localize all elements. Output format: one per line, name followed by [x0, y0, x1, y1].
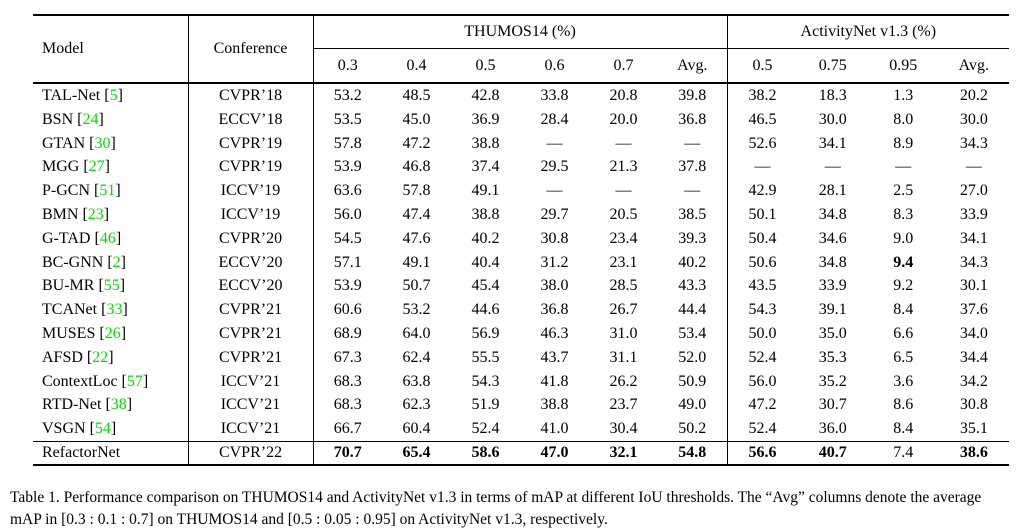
metric-cell: 30.0 [959, 110, 988, 128]
metric-cell: 33.9 [959, 206, 988, 224]
metric-cell: 62.3 [402, 396, 431, 414]
model-cell: P-GCN [51] [33, 179, 188, 203]
metric-cell: 53.4 [658, 322, 727, 346]
metric-cell: — [658, 179, 727, 203]
citation-link[interactable]: 22 [92, 348, 109, 366]
table-row [33, 393, 1009, 417]
metric-cell: 47.0 [520, 441, 589, 465]
metric-cell: 65.4 [382, 441, 451, 465]
metric-cell: 30.8 [959, 396, 988, 414]
metric-cell: 52.4 [748, 348, 777, 366]
table-row [33, 370, 1009, 394]
citation-link[interactable]: 27 [88, 158, 105, 176]
metric-cell: 68.9 [333, 325, 362, 343]
metric-cell: 54.3 [471, 372, 500, 390]
metric-cell: 30.0 [818, 110, 847, 128]
metric-cell: 60.6 [333, 301, 362, 319]
metric-cell: 51.9 [471, 396, 500, 414]
metric-cell: 57.8 [333, 134, 362, 152]
table-header [33, 15, 1009, 83]
metric-cell: 46.5 [748, 110, 777, 128]
model-cell: BU-MR [55] [33, 274, 188, 298]
metric-cell: — [895, 158, 912, 176]
conference-cell: CVPR’21 [188, 346, 313, 370]
metric-cell: 30.8 [540, 229, 569, 247]
metric-cell: 68.3 [333, 372, 362, 390]
metric-cell: 44.4 [658, 298, 727, 322]
conference-cell: CVPR’19 [188, 155, 313, 179]
metric-cell: 45.0 [402, 110, 431, 128]
metric-cell: 47.6 [402, 229, 431, 247]
metric-cell: 2.5 [893, 182, 914, 200]
column-header-iou: 0.5 [451, 49, 520, 84]
conference-cell: ECCV’20 [188, 274, 313, 298]
metric-cell: 34.8 [818, 206, 847, 224]
citation-link[interactable]: 55 [103, 277, 120, 295]
conference-cell: CVPR’21 [188, 322, 313, 346]
table-row [33, 251, 1009, 275]
metric-cell: 48.5 [402, 87, 431, 105]
metric-cell: 41.8 [540, 372, 569, 390]
metric-cell: 31.2 [540, 253, 569, 271]
metric-cell: 58.6 [451, 441, 520, 465]
model-cell: TAL-Net [5] [33, 83, 188, 108]
group-header-thumos14: THUMOS14 (%) [313, 15, 727, 49]
metric-cell: 52.4 [471, 420, 500, 438]
metric-cell: 50.0 [748, 325, 777, 343]
model-cell: BSN [24] [33, 108, 188, 132]
metric-cell: — [615, 182, 632, 200]
table-row [33, 108, 1009, 132]
citation-link[interactable]: 2 [112, 253, 121, 271]
metric-cell: 38.2 [748, 87, 777, 105]
metric-cell: 34.3 [959, 134, 988, 152]
metric-cell: 37.6 [959, 301, 988, 319]
metric-cell: 38.8 [471, 206, 500, 224]
metric-cell: 30.4 [609, 420, 638, 438]
model-cell: RefactorNet [33, 441, 188, 465]
metric-cell: 55.5 [471, 348, 500, 366]
metric-cell: 54.5 [333, 229, 362, 247]
metric-cell: 26.2 [609, 372, 638, 390]
metric-cell: 27.0 [959, 182, 988, 200]
metric-cell: 67.3 [333, 348, 362, 366]
model-cell: BMN [23] [33, 203, 188, 227]
metric-cell: 34.1 [818, 134, 847, 152]
metric-cell: 38.5 [658, 203, 727, 227]
conference-cell: ICCV’19 [188, 203, 313, 227]
table-caption: Table 1. Performance comparison on THUMOS14 and ActivityNet v1.3 in terms of mAP at different IoU thresholds. The “Avg” columns denote the average mAP in [0.3 : 0.1 : 0.7] on THUMOS14 and [0.5 : 0.05 : 0.95] on ActivityNet v1.3, respectively. [10, 489, 982, 528]
table-row [33, 441, 1009, 465]
metric-cell: 70.7 [313, 441, 382, 465]
column-header-avg: Avg. [939, 49, 1010, 84]
conference-cell: CVPR’22 [188, 441, 313, 465]
metric-cell: 29.5 [540, 158, 569, 176]
metric-cell: 54.8 [658, 441, 727, 465]
metric-cell: 60.4 [402, 420, 431, 438]
metric-cell: 23.7 [609, 396, 638, 414]
metric-cell: 34.4 [959, 348, 988, 366]
metric-cell: 50.1 [748, 206, 777, 224]
metric-cell: 38.6 [939, 441, 1010, 465]
metric-cell: 57.8 [402, 182, 431, 200]
model-cell: RTD-Net [38] [33, 393, 188, 417]
metric-cell: 9.2 [893, 277, 914, 295]
metric-cell: 35.2 [818, 372, 847, 390]
metric-cell: 52.6 [748, 134, 777, 152]
metric-cell: 30.7 [818, 396, 847, 414]
metric-cell: 41.0 [540, 420, 569, 438]
metric-cell: 40.2 [658, 251, 727, 275]
column-header-iou: 0.5 [727, 49, 798, 84]
metric-cell: 28.4 [540, 110, 569, 128]
metric-cell: 37.8 [658, 155, 727, 179]
metric-cell: 40.4 [471, 253, 500, 271]
metric-cell: 68.3 [333, 396, 362, 414]
metric-cell: 50.9 [658, 370, 727, 394]
metric-cell: 50.2 [658, 417, 727, 441]
citation-link[interactable]: 24 [82, 110, 99, 128]
citation-link[interactable]: 30 [94, 134, 111, 152]
model-cell: MUSES [26] [33, 322, 188, 346]
metric-cell: 34.3 [959, 253, 988, 271]
metric-cell: 66.7 [333, 420, 362, 438]
table-row [33, 179, 1009, 203]
metric-cell: 1.3 [893, 87, 914, 105]
metric-cell: 35.1 [959, 420, 988, 438]
metric-cell: 8.4 [893, 420, 914, 438]
citation-link[interactable]: 5 [109, 87, 118, 105]
column-header-avg: Avg. [658, 49, 727, 84]
citation-link[interactable]: 57 [126, 372, 143, 390]
metric-cell: 28.1 [818, 182, 847, 200]
metric-cell: 40.7 [798, 441, 869, 465]
conference-cell: CVPR’21 [188, 298, 313, 322]
metric-cell: 32.1 [589, 441, 658, 465]
metric-cell: 50.4 [748, 229, 777, 247]
metric-cell: — [658, 132, 727, 156]
metric-cell: 43.3 [658, 274, 727, 298]
metric-cell: 23.4 [609, 229, 638, 247]
metric-cell: 37.4 [471, 158, 500, 176]
metric-cell: 40.2 [471, 229, 500, 247]
metric-cell: 49.1 [402, 253, 431, 271]
table-row [33, 203, 1009, 227]
metric-cell: 56.0 [748, 372, 777, 390]
column-header-conference: Conference [188, 15, 313, 83]
metric-cell: 47.2 [748, 396, 777, 414]
metric-cell: — [824, 158, 841, 176]
metric-cell: 53.9 [333, 277, 362, 295]
metric-cell: 34.6 [818, 229, 847, 247]
conference-cell: CVPR’20 [188, 227, 313, 251]
metric-cell: 42.8 [471, 87, 500, 105]
metric-cell: 56.0 [333, 206, 362, 224]
column-header-iou: 0.75 [798, 49, 869, 84]
metric-cell: 38.8 [471, 134, 500, 152]
metric-cell: 53.9 [333, 158, 362, 176]
metric-cell: 49.1 [471, 182, 500, 200]
metric-cell: 34.1 [959, 229, 988, 247]
model-cell: MGG [27] [33, 155, 188, 179]
metric-cell: 7.4 [868, 441, 939, 465]
model-cell: TCANet [33] [33, 298, 188, 322]
metric-cell: 46.3 [540, 325, 569, 343]
metric-cell: 50.7 [402, 277, 431, 295]
metric-cell: 8.6 [893, 396, 914, 414]
metric-cell: 63.6 [333, 182, 362, 200]
metric-cell: 9.0 [893, 229, 914, 247]
metric-cell: 39.3 [658, 227, 727, 251]
metric-cell: 36.9 [471, 110, 500, 128]
metric-cell: 31.0 [609, 325, 638, 343]
metric-cell: 21.3 [609, 158, 638, 176]
metric-cell: 39.8 [658, 83, 727, 108]
metric-cell: 53.5 [333, 110, 362, 128]
metric-cell: 57.1 [333, 253, 362, 271]
table-row [33, 83, 1009, 108]
metric-cell: 3.6 [893, 372, 914, 390]
metric-cell: 20.8 [609, 87, 638, 105]
metric-cell: 34.2 [959, 372, 988, 390]
citation-link[interactable]: 51 [99, 182, 116, 200]
table-row [33, 155, 1009, 179]
metric-cell: 62.4 [402, 348, 431, 366]
citation-link[interactable]: 26 [104, 325, 121, 343]
metric-cell: 26.7 [609, 301, 638, 319]
column-header-iou: 0.7 [589, 49, 658, 84]
metric-cell: — [615, 134, 632, 152]
citation-link[interactable]: 33 [106, 301, 123, 319]
metric-cell: 50.6 [748, 253, 777, 271]
conference-cell: ICCV’19 [188, 179, 313, 203]
column-header-iou: 0.95 [868, 49, 939, 84]
metric-cell: 28.5 [609, 277, 638, 295]
conference-cell: ICCV’21 [188, 417, 313, 441]
conference-cell: ECCV’20 [188, 251, 313, 275]
metric-cell: 33.8 [540, 87, 569, 105]
column-header-iou: 0.6 [520, 49, 589, 84]
metric-cell: 53.2 [333, 87, 362, 105]
metric-cell: 36.8 [540, 301, 569, 319]
table-row [33, 132, 1009, 156]
citation-link[interactable]: 38 [110, 396, 127, 414]
table-row [33, 274, 1009, 298]
citation-link[interactable]: 46 [99, 229, 116, 247]
model-cell: GTAN [30] [33, 132, 188, 156]
metric-cell: 53.2 [402, 301, 431, 319]
metric-cell: 38.0 [540, 277, 569, 295]
metric-cell: 47.4 [402, 206, 431, 224]
table-row [33, 298, 1009, 322]
metric-cell: 18.3 [818, 87, 847, 105]
citation-link[interactable]: 23 [87, 206, 104, 224]
model-cell: BC-GNN [2] [33, 251, 188, 275]
metric-cell: 23.1 [609, 253, 638, 271]
column-header-iou: 0.4 [382, 49, 451, 84]
table-row [33, 227, 1009, 251]
table-row [33, 322, 1009, 346]
metric-cell: 64.0 [402, 325, 431, 343]
table-body [33, 83, 1009, 465]
model-cell: ContextLoc [57] [33, 370, 188, 394]
metric-cell: 38.8 [540, 396, 569, 414]
table-row [33, 417, 1009, 441]
metric-cell: 63.8 [402, 372, 431, 390]
metric-cell: 31.1 [609, 348, 638, 366]
conference-cell: ICCV’21 [188, 370, 313, 394]
metric-cell: 34.8 [818, 253, 847, 271]
results-table [33, 14, 1009, 466]
metric-cell: — [546, 182, 563, 200]
column-header-iou: 0.3 [313, 49, 382, 84]
metric-cell: 43.5 [748, 277, 777, 295]
metric-cell: 36.0 [818, 420, 847, 438]
metric-cell: 29.7 [540, 206, 569, 224]
model-cell: VSGN [54] [33, 417, 188, 441]
table-row [33, 346, 1009, 370]
metric-cell: 20.0 [609, 110, 638, 128]
metric-cell: 33.9 [818, 277, 847, 295]
metric-cell: 56.6 [727, 441, 798, 465]
metric-cell: 52.4 [748, 420, 777, 438]
metric-cell: 8.0 [893, 110, 914, 128]
metric-cell: 20.5 [609, 206, 638, 224]
metric-cell: 42.9 [748, 182, 777, 200]
metric-cell: 8.3 [893, 206, 914, 224]
metric-cell: 6.6 [893, 325, 914, 343]
model-cell: G-TAD [46] [33, 227, 188, 251]
metric-cell: 36.8 [658, 108, 727, 132]
metric-cell: 54.3 [748, 301, 777, 319]
group-header-activitynet: ActivityNet v1.3 (%) [727, 15, 1009, 49]
metric-cell: 20.2 [959, 87, 988, 105]
metric-cell: 9.4 [893, 253, 914, 271]
metric-cell: 35.0 [818, 325, 847, 343]
metric-cell: — [754, 158, 771, 176]
conference-cell: ICCV’21 [188, 393, 313, 417]
conference-cell: CVPR’18 [188, 83, 313, 108]
metric-cell: 56.9 [471, 325, 500, 343]
metric-cell: 8.9 [893, 134, 914, 152]
metric-cell: 45.4 [471, 277, 500, 295]
conference-cell: CVPR’19 [188, 132, 313, 156]
metric-cell: 52.0 [658, 346, 727, 370]
metric-cell: 46.8 [402, 158, 431, 176]
metric-cell: 35.3 [818, 348, 847, 366]
metric-cell: 34.0 [959, 325, 988, 343]
model-cell: AFSD [22] [33, 346, 188, 370]
metric-cell: 44.6 [471, 301, 500, 319]
conference-cell: ECCV’18 [188, 108, 313, 132]
metric-cell: 6.5 [893, 348, 914, 366]
metric-cell: — [965, 158, 982, 176]
metric-cell: — [546, 134, 563, 152]
metric-cell: 49.0 [658, 393, 727, 417]
metric-cell: 8.4 [893, 301, 914, 319]
column-header-model: Model [33, 15, 188, 83]
citation-link[interactable]: 54 [94, 420, 111, 438]
metric-cell: 43.7 [540, 348, 569, 366]
metric-cell: 30.1 [959, 277, 988, 295]
metric-cell: 39.1 [818, 301, 847, 319]
metric-cell: 47.2 [402, 134, 431, 152]
